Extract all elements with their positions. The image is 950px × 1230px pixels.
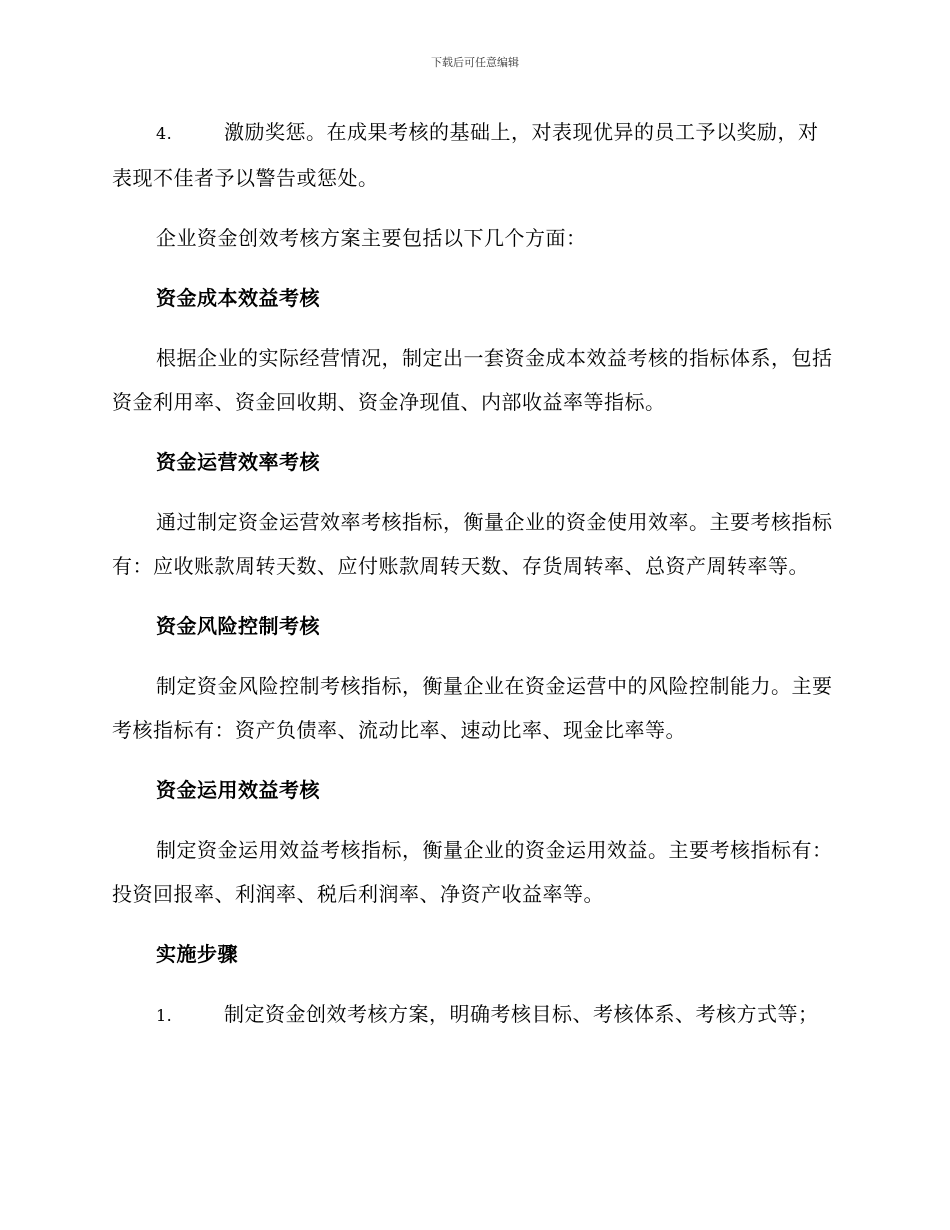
section-heading-operating-efficiency: 资金运营效率考核: [156, 450, 320, 474]
item-number: 4.: [156, 124, 173, 143]
paragraph-risk-control: 制定资金风险控制考核指标，衡量企业在资金运营中的风险控制能力。主要考核指标有：资产负债率、流动比率、速动比率、现金比率等。: [112, 674, 833, 742]
section-heading-risk-control: 资金风险控制考核: [156, 614, 320, 638]
intro-paragraph: 企业资金创效考核方案主要包括以下几个方面：: [156, 226, 587, 250]
section-heading-implementation-steps: 实施步骤: [156, 942, 238, 966]
item-text: 激励奖惩。在成果考核的基础上，对表现优异的员工予以奖励，对表现不佳者予以警告或惩处。: [112, 120, 819, 190]
numbered-item-4: [112, 110, 834, 200]
paragraph-cost-benefit: 根据企业的实际经营情况，制定出一套资金成本效益考核的指标体系，包括资金利用率、资金回收期、资金净现值、内部收益率等指标。: [112, 346, 833, 414]
paragraph-utilization-benefit: 制定资金运用效益考核指标，衡量企业的资金运用效益。主要考核指标有：投资回报率、利润率、税后利润率、净资产收益率等。: [112, 838, 833, 906]
page-header: 下载后可任意编辑: [431, 56, 519, 69]
numbered-item-1: [112, 992, 834, 1038]
item-number: 1.: [156, 1006, 173, 1025]
paragraph-operating-efficiency: 通过制定资金运营效率考核指标，衡量企业的资金使用效率。主要考核指标有：应收账款周转天数、应付账款周转天数、存货周转率、总资产周转率等。: [112, 510, 833, 578]
document-body: [112, 110, 834, 1054]
section-heading-utilization-benefit: 资金运用效益考核: [156, 778, 320, 802]
section-heading-cost-benefit: 资金成本效益考核: [156, 286, 320, 310]
item-text: 制定资金创效考核方案，明确考核目标、考核体系、考核方式等；: [224, 1002, 819, 1026]
